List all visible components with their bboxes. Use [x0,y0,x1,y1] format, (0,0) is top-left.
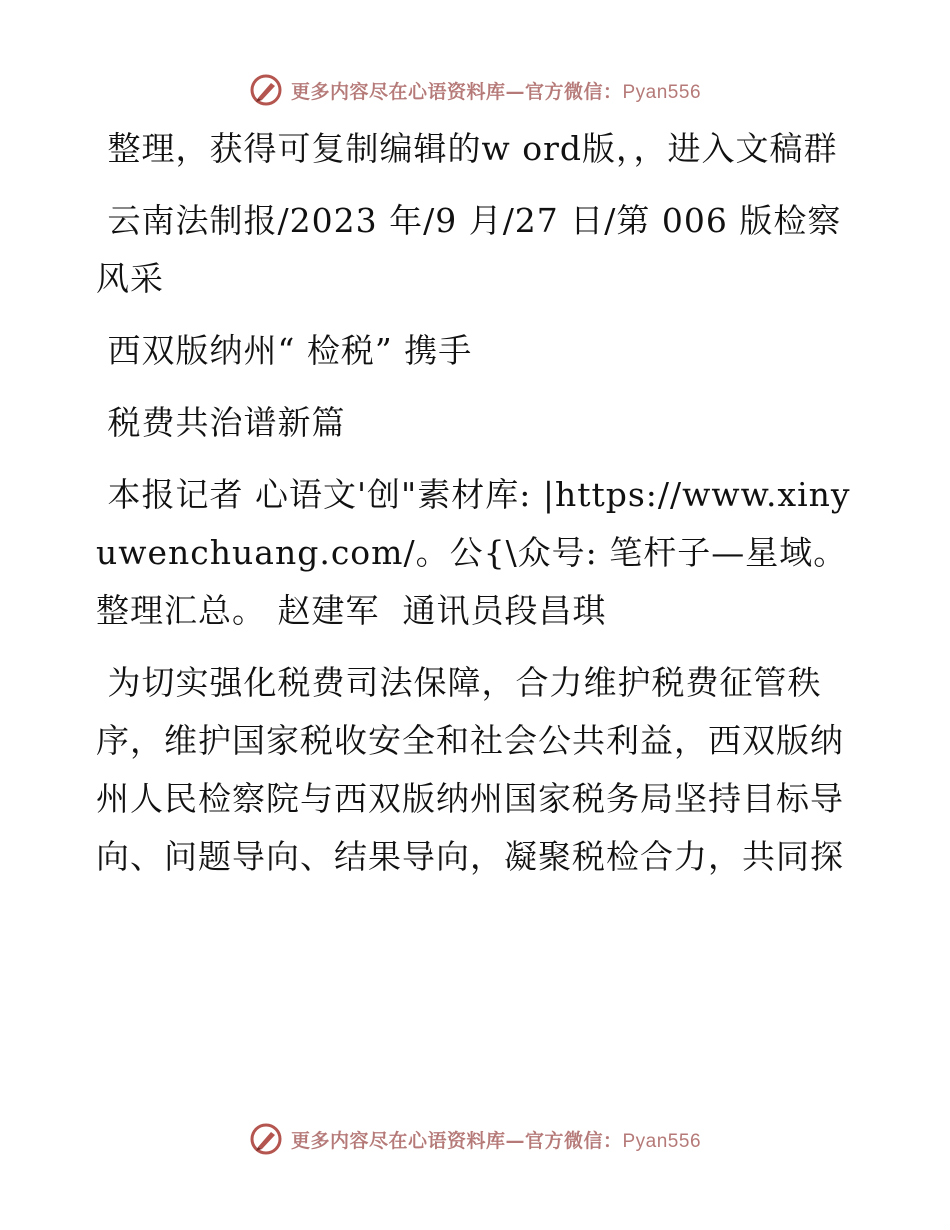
header-watermark-text: 更多内容尽在心语资料库—官方微信：Pyan556 [290,80,702,103]
paragraph-byline: 本报记者 心语文'创"素材库: |https://www.xinyuwenchuang.com/。公{\众号: 笔杆子—星域。整理汇总。 赵建军 通讯员段昌琪 [96,475,851,630]
article-title-line-1: 西双版纳州“ 检税” 携手 [96,331,473,370]
article-title-line-2: 税费共治谱新篇 [96,403,346,442]
paragraph-source: 云南法制报/2023 年/9 月/27 日/第 006 版检察风采 [96,201,842,298]
footer-watermark [0,1117,950,1161]
paragraph-intro: 整理，获得可复制编辑的w ord版，，进入文稿群 [96,129,838,168]
footer-watermark-text: 更多内容尽在心语资料库—官方微信：Pyan556 [290,1129,702,1152]
pen-logo-icon [249,1122,283,1156]
document-body [96,120,856,886]
paragraph-body: 为切实强化税费司法保障，合力维护税费征管秩序，维护国家税收安全和社会公共利益，西双版纳州人民检察院与西双版纳州国家税务局坚持目标导向、问题导向、结果导向，凝聚税检合力，共同探 [96,663,844,876]
pen-logo-icon [249,73,283,107]
header-watermark [0,68,950,112]
